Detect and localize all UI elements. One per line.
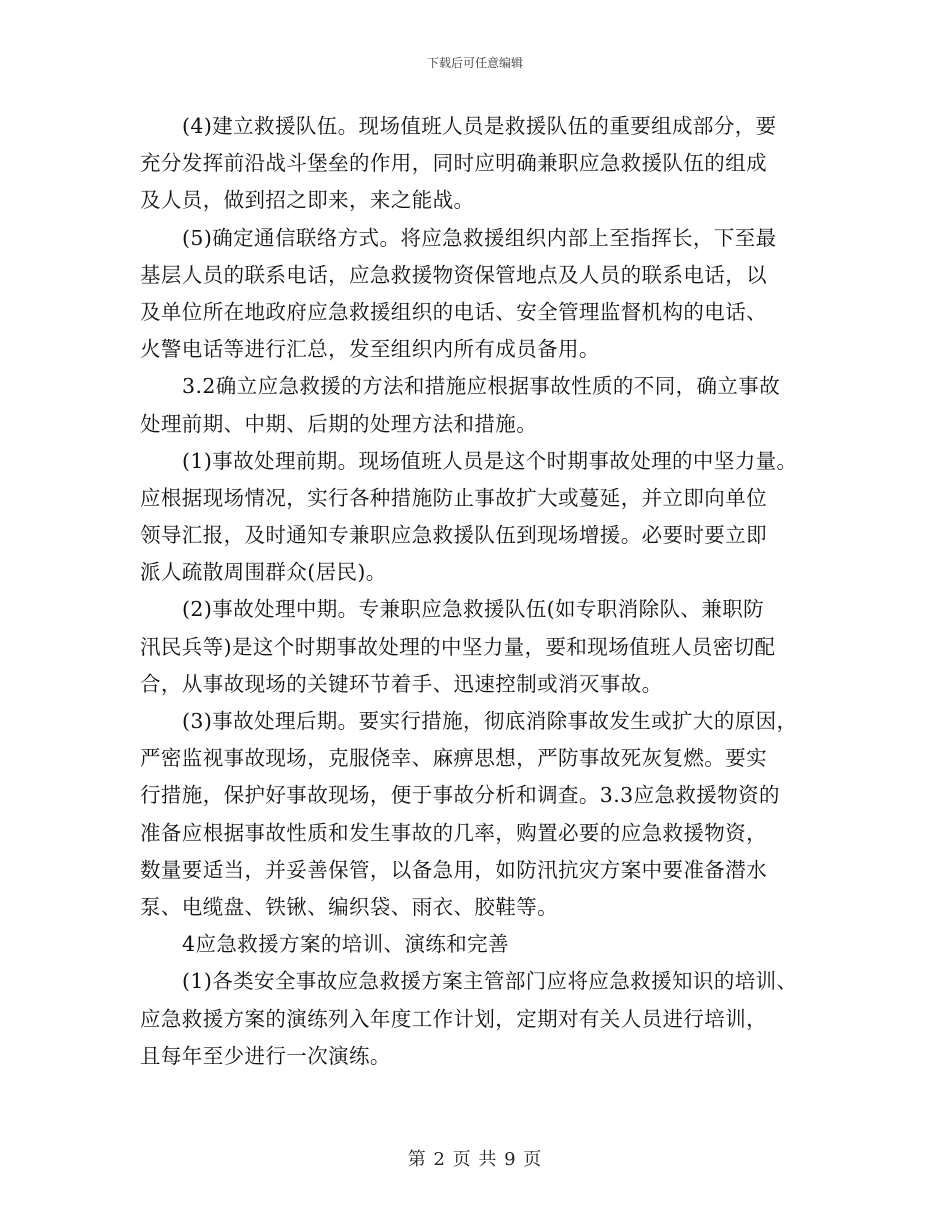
document-body bbox=[140, 108, 830, 1075]
text-line: (4)建立救援队伍。现场值班人员是救援队伍的重要组成部分，要 bbox=[182, 114, 777, 138]
text-line: 及人员，做到招之即来，来之能战。 bbox=[140, 188, 475, 213]
header-note: 下载后可任意编辑 bbox=[426, 56, 523, 70]
text-line: 严密监视事故现场，克服侥幸、麻痹思想，严防事故死灰复燃。要实 bbox=[140, 746, 767, 771]
text-line: 领导汇报，及时通知专兼职应急救援队伍到现场增援。必要时要立即 bbox=[140, 523, 767, 548]
text-line: (2)事故处理中期。专兼职应急救援队伍(如专职消除队、兼职防 bbox=[182, 597, 765, 622]
text-line: (1)各类安全事故应急救援方案主管部门应将应急救援知识的培训、 bbox=[182, 969, 798, 994]
text-line: 3.2确立应急救援的方法和措施应根据事故性质的不同，确立事故 bbox=[182, 374, 781, 399]
text-line: 基层人员的联系电话，应急救援物资保管地点及人员的联系电话，以 bbox=[140, 262, 767, 287]
text-line: 处理前期、中期、后期的处理方法和措施。 bbox=[140, 411, 538, 436]
page-number: 第 2 页 共 9 页 bbox=[407, 1149, 543, 1170]
text-line: 准备应根据事故性质和发生事故的几率，购置必要的应急救援物资， bbox=[140, 820, 767, 845]
text-line: 合，从事故现场的关键环节着手、迅速控制或消灭事故。 bbox=[140, 671, 663, 696]
text-line: 应急救援方案的演练列入年度工作计划，定期对有关人员进行培训， bbox=[140, 1006, 767, 1031]
text-line: 且每年至少进行一次演练。 bbox=[140, 1043, 391, 1068]
text-line: 汛民兵等)是这个时期事故处理的中坚力量，要和现场值班人员密切配 bbox=[140, 634, 776, 659]
text-line: 数量要适当，并妥善保管，以备急用，如防汛抗灾方案中要准备潜水 bbox=[140, 857, 767, 882]
section-heading: 4应急救援方案的培训、演练和完善 bbox=[182, 932, 509, 957]
text-line: (1)事故处理前期。现场值班人员是这个时期事故处理的中坚力量。 bbox=[182, 448, 798, 473]
text-line: 火警电话等进行汇总，发至组织内所有成员备用。 bbox=[140, 337, 600, 362]
text-line: (3)事故处理后期。要实行措施，彻底消除事故发生或扩大的原因， bbox=[182, 709, 798, 733]
text-line: (5)确定通信联络方式。将应急救援组织内部上至指挥长，下至最 bbox=[182, 225, 777, 250]
text-line: 应根据现场情况，实行各种措施防止事故扩大或蔓延，并立即向单位 bbox=[140, 485, 767, 510]
text-line: 派人疏散周围群众(居民)。 bbox=[140, 560, 387, 585]
text-line: 泵、电缆盘、铁锹、编织袋、雨衣、胶鞋等。 bbox=[140, 894, 558, 919]
text-line: 充分发挥前沿战斗堡垒的作用，同时应明确兼职应急救援队伍的组成 bbox=[140, 151, 767, 176]
text-line: 行措施，保护好事故现场，便于事故分析和调查。3.3应急救援物资的 bbox=[140, 783, 780, 808]
text-line: 及单位所在地政府应急救援组织的电话、安全管理监督机构的电话、 bbox=[140, 299, 767, 324]
